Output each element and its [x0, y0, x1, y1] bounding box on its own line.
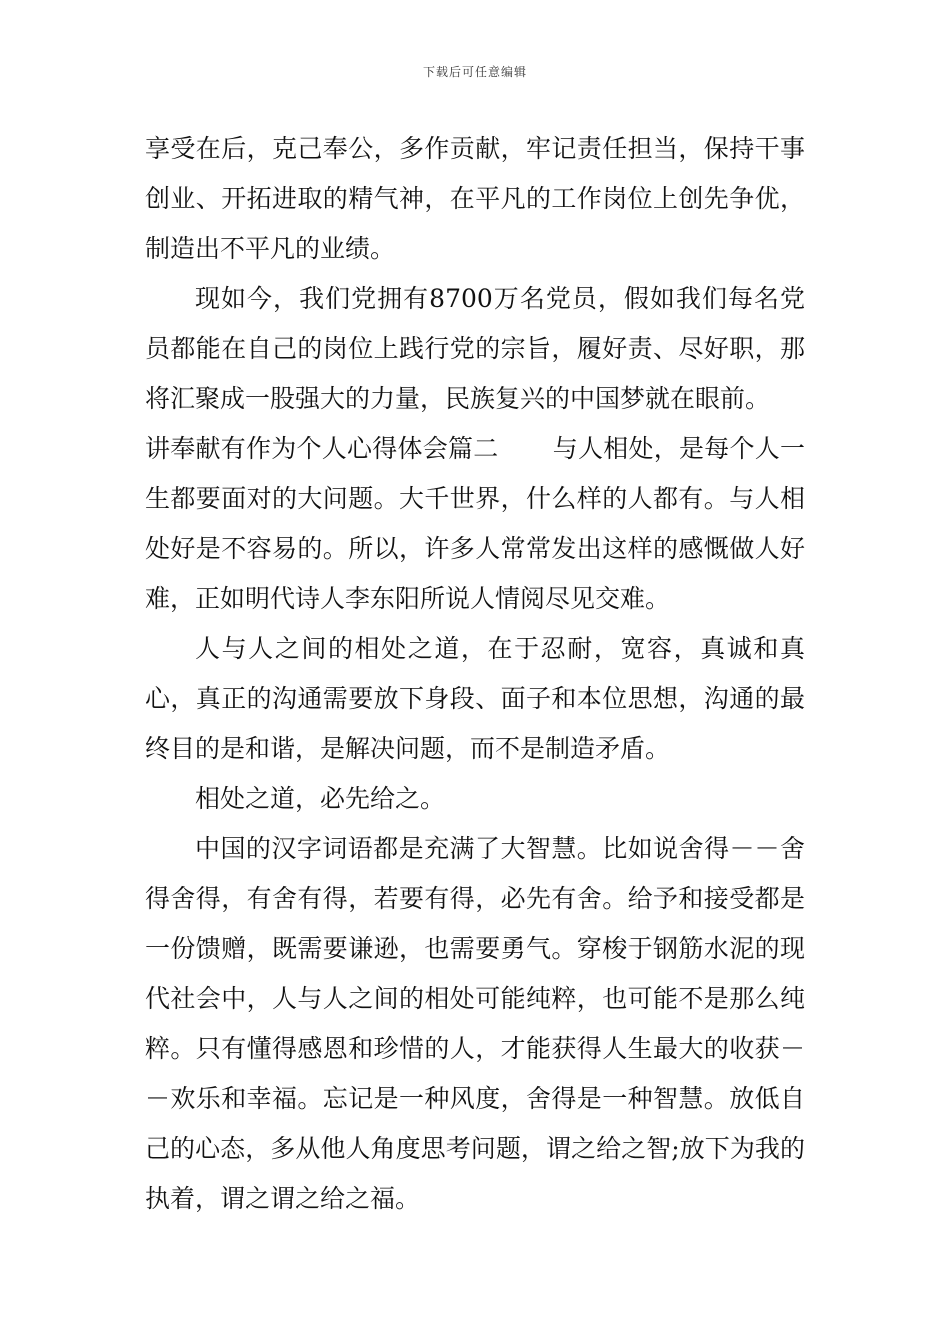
- section-paragraph: [145, 424, 805, 624]
- page-header: 下载后可任意编辑: [422, 65, 527, 79]
- paragraph-5: 中国的汉字词语都是充满了大智慧。比如说舍得－－舍得舍得，有舍有得，若要有得，必先有舍。给予和接受都是一份馈赠，既需要谦逊，也需要勇气。穿梭于钢筋水泥的现代社会中，人与人之间的相处可能纯粹，也可能不是那么纯粹。只有懂得感恩和珍惜的人，才能获得人生最大的收获－－欢乐和幸福。忘记是一种风度，舍得是一种智慧。放低自己的心态，多从他人角度思考问题，谓之给之智;放下为我的执着，谓之谓之给之福。: [145, 834, 805, 1213]
- document-body: [145, 124, 805, 1224]
- paragraph-1: 享受在后，克己奉公，多作贡献，牢记责任担当，保持干事创业、开拓进取的精气神，在平凡的工作岗位上创先争优，制造出不平凡的业绩。: [145, 134, 805, 263]
- section-title: 讲奉献有作为个人心得体会篇二: [145, 434, 499, 463]
- section-first-paragraph: 与人相处，是每个人一生都要面对的大问题。大千世界，什么样的人都有。与人相处好是不容易的。所以，许多人常常发出这样的感慨做人好难，正如明代诗人李东阳所说人情阅尽见交难。: [145, 434, 805, 613]
- paragraph-2: 现如今，我们党拥有8700万名党员，假如我们每名党员都能在自己的岗位上践行党的宗旨，履好责、尽好职，那将汇聚成一股强大的力量，民族复兴的中国梦就在眼前。: [145, 284, 805, 413]
- paragraph-4: 相处之道，必先给之。: [195, 784, 446, 813]
- paragraph-3: 人与人之间的相处之道，在于忍耐，宽容，真诚和真心，真正的沟通需要放下身段、面子和本位思想，沟通的最终目的是和谐，是解决问题，而不是制造矛盾。: [145, 634, 805, 763]
